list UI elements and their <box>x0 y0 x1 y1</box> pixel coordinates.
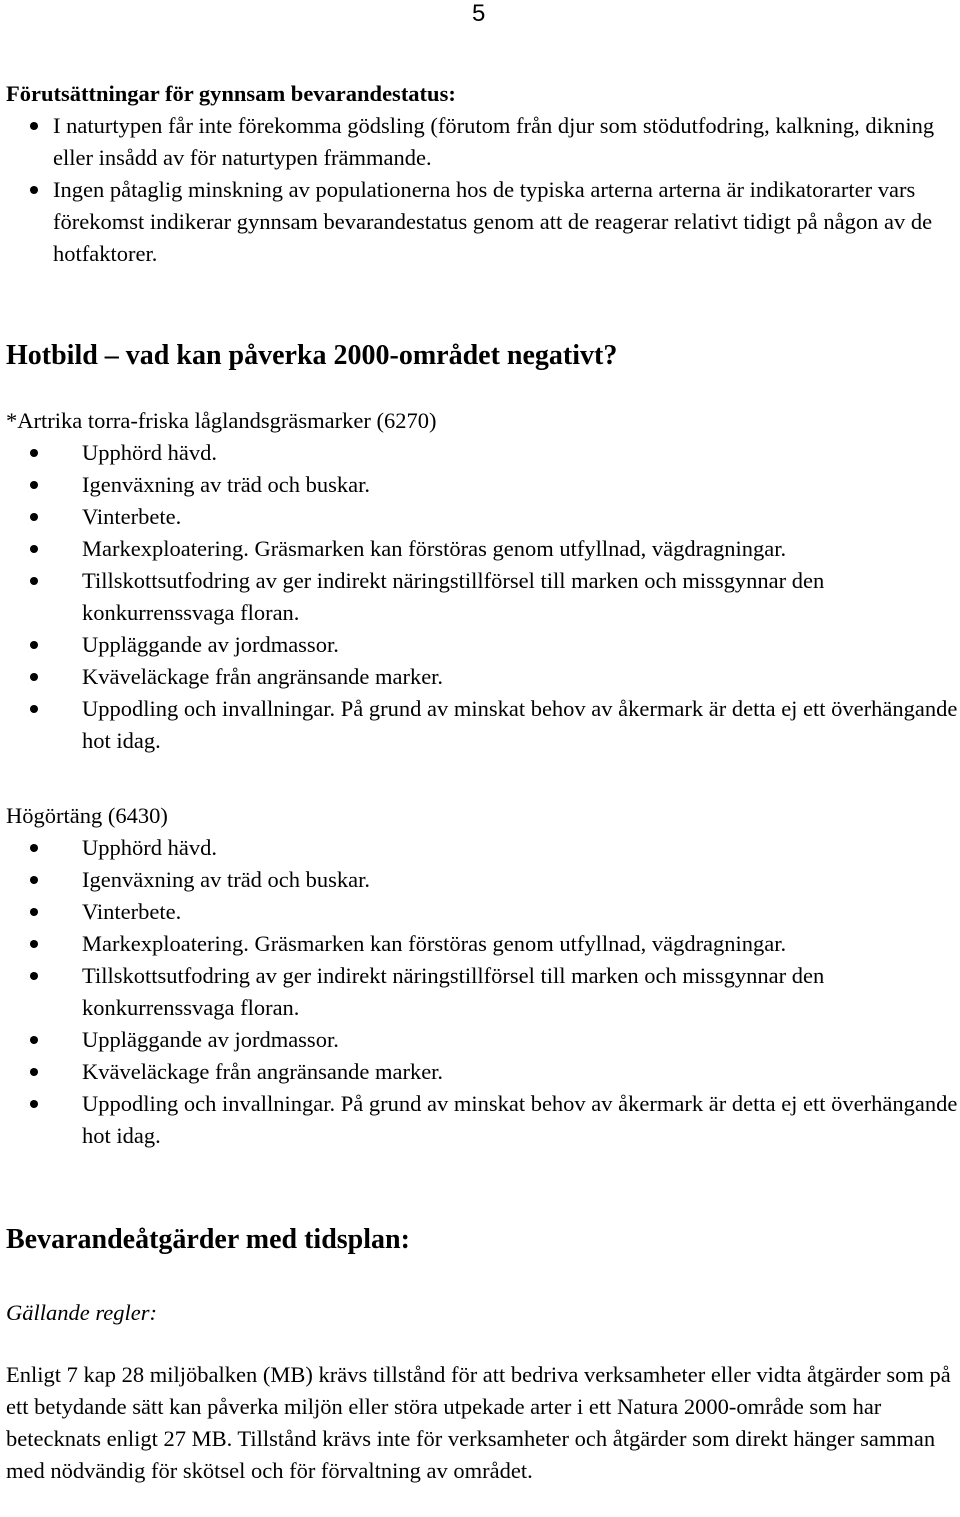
list-item <box>6 629 960 661</box>
list-item-text: Markexploatering. Gräsmarken kan förstöras genom utfyllnad, vägdragningar. <box>82 931 787 956</box>
list-item <box>6 864 960 896</box>
list-item <box>6 693 960 757</box>
list-item <box>6 661 960 693</box>
list-item-text: Markexploatering. Gräsmarken kan förstöras genom utfyllnad, vägdragningar. <box>82 536 787 561</box>
list-item-text: Kväveläckage från angränsande marker. <box>82 1059 444 1084</box>
list-item <box>6 533 960 565</box>
bullet-icon <box>30 186 38 194</box>
list-item-text: Uppodling och invallningar. På grund av minskat behov av åkermark är detta ej ett överhängande hot idag. <box>82 696 958 753</box>
bullet-icon <box>30 513 38 521</box>
list-item-text: Igenväxning av träd och buskar. <box>82 867 371 892</box>
threat-group-title: *Artrika torra-friska låglandsgräsmarker (6270) <box>6 408 437 433</box>
list-item <box>6 469 960 501</box>
measures-paragraph: Enligt 7 kap 28 miljöbalken (MB) krävs tillstånd för att bedriva verksamheter eller vidta åtgärder som på ett betydande sätt kan påverka miljön eller störa utpekade arter i ett Natura 2000-område som har betecknats enligt 27 MB. Tillstånd krävs inte för verksamheter och åtgärder som direkt hänger samman med nödvändig för skötsel och för förvaltning av området. <box>6 1362 951 1483</box>
bullet-icon <box>30 705 38 713</box>
measures-heading: Bevarandeåtgärder med tidsplan: <box>6 1224 410 1255</box>
list-item-text: Upphörd hävd. <box>82 440 217 465</box>
list-item-text: Uppläggande av jordmassor. <box>82 632 339 657</box>
bullet-icon <box>30 844 38 852</box>
favorable-status-list <box>6 110 960 270</box>
list-item <box>6 110 960 174</box>
list-item <box>6 960 960 1024</box>
list-item <box>6 1088 960 1152</box>
bullet-icon <box>30 1036 38 1044</box>
bullet-icon <box>30 972 38 980</box>
list-item <box>6 928 960 960</box>
list-item-text: Ingen påtaglig minskning av populationerna hos de typiska arterna arterna är indikatorarter vars förekomst indikerar gynnsam bevarandestatus genom att de reagerar relativt tidigt på någon av de hotfaktorer. <box>53 177 933 266</box>
measures-paragraph-block <box>6 1359 960 1487</box>
bullet-icon <box>30 545 38 553</box>
list-item-text: Tillskottsutfodring av ger indirekt näringstillförsel till marken och missgynnar den konkurrenssvaga floran. <box>82 963 825 1020</box>
favorable-status-section <box>6 78 960 270</box>
favorable-status-heading: Förutsättningar för gynnsam bevarandestatus: <box>6 81 456 106</box>
bullet-icon <box>30 940 38 948</box>
bullet-icon <box>30 876 38 884</box>
list-item-text: Uppläggande av jordmassor. <box>82 1027 339 1052</box>
list-item <box>6 501 960 533</box>
threats-section <box>6 338 960 374</box>
list-item-text: Vinterbete. <box>82 899 182 924</box>
list-item-text: Igenväxning av träd och buskar. <box>82 472 371 497</box>
bullet-icon <box>30 122 38 130</box>
threat-list <box>6 437 960 757</box>
threat-group-6270 <box>6 405 960 757</box>
list-item-text: Kväveläckage från angränsande marker. <box>82 664 444 689</box>
bullet-icon <box>30 1068 38 1076</box>
measures-subheading: Gällande regler: <box>6 1300 158 1325</box>
list-item <box>6 1056 960 1088</box>
list-item-text: Upphörd hävd. <box>82 835 217 860</box>
list-item-text: I naturtypen får inte förekomma gödsling (förutom från djur som stödutfodring, kalkning, dikning eller insådd av för naturtypen främmande. <box>53 113 935 170</box>
bullet-icon <box>30 481 38 489</box>
bullet-icon <box>30 577 38 585</box>
list-item <box>6 174 960 270</box>
list-item-text: Vinterbete. <box>82 504 182 529</box>
bullet-icon <box>30 908 38 916</box>
bullet-icon <box>30 1100 38 1108</box>
list-item <box>6 565 960 629</box>
threat-group-title: Högörtäng (6430) <box>6 803 168 828</box>
threat-group-6430 <box>6 800 960 1152</box>
bullet-icon <box>30 673 38 681</box>
measures-section <box>6 1222 960 1258</box>
bullet-icon <box>30 641 38 649</box>
measures-subheading-block <box>6 1297 960 1329</box>
list-item <box>6 832 960 864</box>
threat-list <box>6 832 960 1152</box>
threats-heading: Hotbild – vad kan påverka 2000-området negativt? <box>6 340 618 371</box>
list-item-text: Uppodling och invallningar. På grund av minskat behov av åkermark är detta ej ett överhängande hot idag. <box>82 1091 958 1148</box>
list-item <box>6 437 960 469</box>
list-item <box>6 896 960 928</box>
list-item <box>6 1024 960 1056</box>
list-item-text: Tillskottsutfodring av ger indirekt näringstillförsel till marken och missgynnar den konkurrenssvaga floran. <box>82 568 825 625</box>
bullet-icon <box>30 449 38 457</box>
page-number: 5 <box>472 0 486 27</box>
